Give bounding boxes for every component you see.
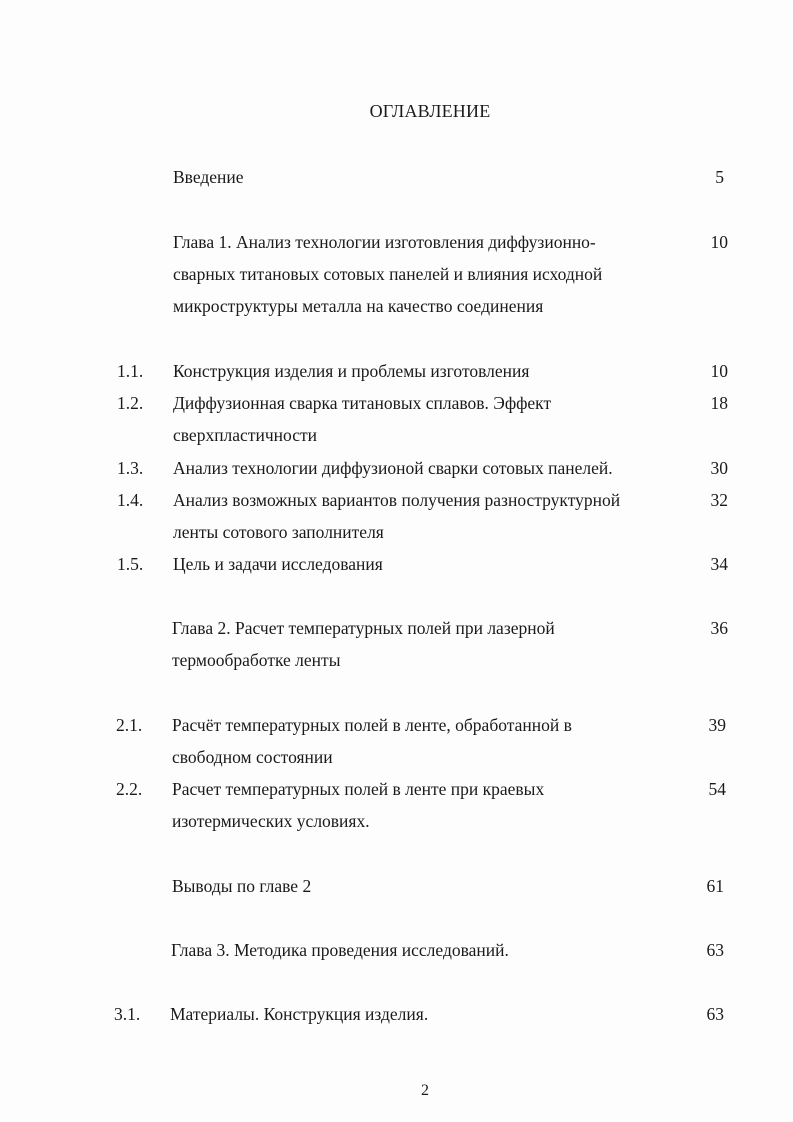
toc-entry-page: 61 (706, 876, 724, 896)
toc-entry-page: 10 (710, 232, 728, 252)
toc-entry-title-line: свободном состоянии (172, 747, 333, 767)
toc-entry-title-line: термообработке ленты (172, 650, 341, 670)
toc-entry-number: 2.2. (116, 779, 143, 799)
toc-entry-title: Введение (173, 167, 244, 187)
toc-entry-page: 30 (710, 458, 728, 478)
toc-entry-page: 63 (706, 1004, 724, 1024)
toc-entry-number: 1.1. (117, 361, 144, 381)
toc-entry-title: Цель и задачи исследования (173, 554, 383, 574)
toc-entry-title-line: микроструктуры металла на качество соединения (173, 296, 544, 316)
toc-entry-number: 1.5. (117, 554, 144, 574)
toc-entry-page: 63 (706, 940, 724, 960)
toc-entry-number: 1.2. (117, 393, 144, 413)
toc-entry-number: 1.3. (117, 458, 144, 478)
toc-entry-title: Материалы. Конструкция изделия. (170, 1004, 429, 1024)
page-number: 2 (421, 1082, 429, 1099)
toc-entry-page: 5 (715, 167, 724, 187)
toc-entry-title-line: Расчёт температурных полей в ленте, обработанной в (172, 715, 572, 735)
toc-entry-title-line: ленты сотового заполнителя (173, 522, 384, 542)
toc-entry-title-line: сверхпластичности (173, 425, 317, 445)
toc-entry-title-line: Анализ возможных вариантов получения разноструктурной (173, 490, 621, 510)
toc-entry-number: 1.4. (117, 490, 144, 510)
toc-entry-title: Анализ технологии диффузионой сварки сотовых панелей. (173, 458, 613, 478)
toc-entry-page: 10 (710, 361, 728, 381)
toc-entry-page: 54 (708, 779, 726, 799)
toc-entry-page: 32 (710, 490, 728, 510)
toc-entry-title-line: Расчет температурных полей в ленте при краевых (172, 779, 545, 799)
toc-entry-title-line: Глава 1. Анализ технологии изготовления диффузионно- (173, 232, 596, 252)
toc-entry-title-line: изотермических условиях. (172, 811, 370, 831)
toc-entry-title-line: сварных титановых сотовых панелей и влияния исходной (173, 264, 603, 284)
toc-entry-number: 3.1. (114, 1004, 141, 1024)
toc-entry-title-line: Глава 2. Расчет температурных полей при лазерной (172, 618, 555, 638)
toc-title: ОГЛАВЛЕНИЕ (369, 101, 491, 121)
toc-entry-title: Конструкция изделия и проблемы изготовления (173, 361, 530, 381)
toc-entry-title: Глава 3. Методика проведения исследований. (171, 940, 509, 960)
toc-entry-title: Выводы по главе 2 (172, 876, 312, 896)
toc-entry-page: 34 (710, 554, 728, 574)
toc-entry-page: 39 (708, 715, 726, 735)
toc-entry-page: 18 (710, 393, 728, 413)
toc-entry-number: 2.1. (116, 715, 143, 735)
toc-entry-page: 36 (710, 618, 728, 638)
toc-entry-title-line: Диффузионная сварка титановых сплавов. Эффект (173, 393, 552, 413)
